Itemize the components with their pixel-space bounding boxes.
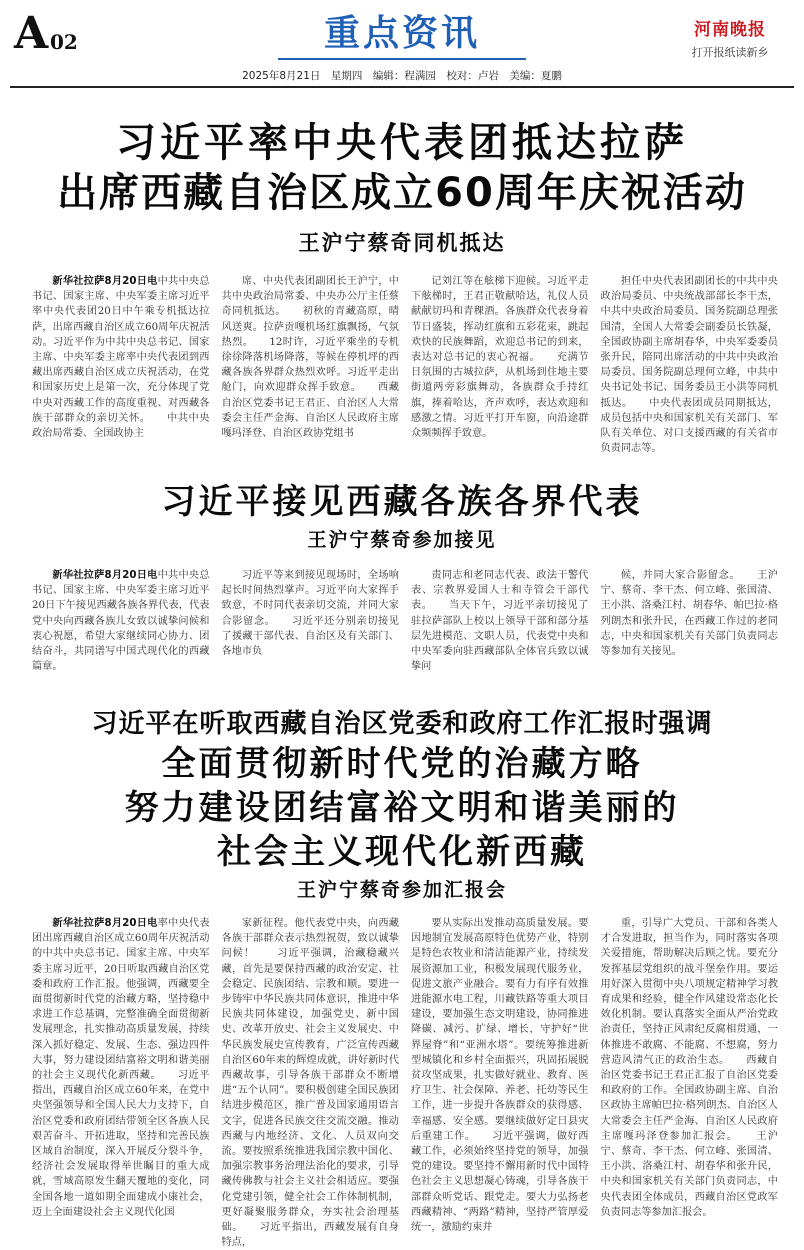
article1-column bbox=[600, 274, 779, 455]
article3-headline-line1: 习近平在听取西藏自治区党委和政府工作汇报时强调 bbox=[91, 709, 713, 739]
article3-col1-text: 率中央代表团出席西藏自治区成立60周年庆祝活动的中共中央总书记、国家主席、中央军委主席习近平，20日听取西藏自治区党委和政府工作汇报。他强调，西藏要全面贯彻新时代党的治藏方略，坚持稳中求进工作总基调，完整准确全面贯彻新发展理念，扎实推动高质量发展，持续深入抓好稳定、发展、生态、强边四件大事，努力建设团结富裕文明和谐美丽的社会主义现代化新西藏。 习近平指出，西藏自治区成立60年来，在党中央坚强领导和全国人民大力支持下，自治区党委和政府团结带领全区各族人民艰苦奋斗、开拓进取，坚持和完善民族区域自治制度，深入开展反分裂斗争，经济社会发展取得举世瞩目的重大成就，雪域高原发生翻天覆地的变化，同全国各地一道如期全面建成小康社会，迈上全面建设社会主义现代化国 bbox=[32, 918, 210, 1218]
article2-column bbox=[601, 568, 779, 656]
article2-subhead: 王沪宁蔡奇参加接见 bbox=[307, 529, 497, 551]
article3-headline-line4: 社会主义现代化新西藏 bbox=[217, 832, 587, 872]
article2-col4-text: 候，并同大家合影留念。 王沪宁、蔡奇、李干杰、何立峰、张国清、王小洪、洛桑江村、胡春华、帕巴拉·格列朗杰和张升民，在西藏工作过的老同志，中央和国家机关有关部门负责同志等参加有关接见。 bbox=[600, 570, 778, 658]
article1-col4-text: 担任中央代表团副团长的中共中央政治局委员、中央统战部部长李干杰，中共中央政治局委员、国务院副总理张国清，全国人大常委会副委员长铁凝，全国政协副主席胡春华，中央军委委员张升民，陪同出席活动的中共中央政治局委员、国务院副总理何立峰，中共中央书记处书记、国务委员王小洪等同机抵达。 中央代表团成员同期抵达，成员包括中央和国家机关有关部门、军队有关单位、对口支援西藏的有关省市负责同志等。 bbox=[600, 276, 778, 455]
page-number: 02 bbox=[50, 30, 78, 54]
article2-col3-text: 责同志和老同志代表、政法干警代表、宗教界爱国人士和寺管会干部代表。 当天下午，习近平亲切接见了驻拉萨部队上校以上领导干部和部分基层先进模范、文职人员，代表党中央和中央军委向驻西藏部队全体官兵致以诚挚问 bbox=[411, 570, 589, 673]
article2-col2-text: 习近平等来到接见现场时，全场响起长时间热烈掌声。习近平向大家挥手致意，不时同代表亲切交流，并同大家合影留念。 习近平还分别亲切接见了援藏干部代表、自治区及有关部门、各地市负 bbox=[221, 570, 399, 658]
article1-column bbox=[221, 274, 400, 440]
article1-headline-line1: 习近平率中央代表团抵达拉萨 bbox=[116, 120, 688, 166]
article2-col1-text: 中共中央总书记、国家主席、中央军委主席习近平20日下午接见西藏各族各界代表，代表党中央向西藏各族儿女致以诚挚问候和衷心祝愿，希望大家继续同心协力、团结奋斗，共同谱写中国式现代化的西藏篇章。 bbox=[32, 570, 210, 673]
article2-headline: 习近平接见西藏各族各界代表 bbox=[161, 482, 643, 522]
article3-col2-text: 家新征程。他代表党中央，向西藏各族干部群众表示热烈祝贺，致以诚挚问候！ 习近平强调，治藏稳藏兴藏，首先是要保持西藏的政治安定、社会稳定、民族团结、宗教和顺。要进一步铸牢中华民族共同体意识，推进中华民族共同体建设，加强党史、新中国史、改革开放史、社会主义发展史、中华民族发展史宣传教育，广泛宣传西藏自治区60年来的辉煌成就，讲好新时代西藏故事，引导各族干部群众不断增进“五个认同”。要积极创建全国民族团结进步模范区，推广普及国家通用语言文字，促进各民族交往交流交融。推动西藏与内地经济、文化、人员双向交流。要按照系统推进我国宗教中国化、加强宗教事务治理法治化的要求，引导藏传佛教与社会主义社会相适应。要强化党建引领，健全社会工作体制机制，更好凝聚服务群众，夯实社会治理基础。 习近平指出，西藏发展有自身特点， bbox=[221, 918, 399, 1249]
article1-dateline: 新华社拉萨8月20日电 bbox=[52, 276, 158, 287]
article1-subhead: 王沪宁蔡奇同机抵达 bbox=[298, 231, 506, 255]
article1-col1-text: 中共中央总书记、国家主席、中央军委主席习近平率中央代表团20日中午乘专机抵达拉萨，出席西藏自治区成立60周年庆祝活动。习近平作为中共中央总书记、国家主席、中央军委主席率中央代表团到西藏出席西藏自治区成立庆祝活动，在党和国家历史上是第一次，充分体现了党中央对西藏工作的高度重视、对西藏各族干部群众的亲切关怀。 中共中央政治局常委、全国政协主 bbox=[32, 276, 210, 440]
article1-headline-line2: 出席西藏自治区成立60周年庆祝活动 bbox=[57, 170, 747, 216]
article1-column bbox=[411, 274, 589, 440]
masthead bbox=[0, 0, 804, 88]
article1-col2-text: 席、中央代表团副团长王沪宁，中共中央政治局常委、中央办公厅主任蔡奇同机抵达。 初秋的青藏高原，晴风送爽。拉萨贡嘎机场红旗飘扬，气氛热烈。 12时许，习近平乘坐的专机徐徐降落机场降落，等候在停机坪的西藏各族各界群众热烈欢呼。习近平走出舱门，向欢迎群众挥手致意。 西藏自治区党委书记王君正、自治区人大常委会主任严金海、自治区人民政府主席嘎玛泽登、自治区政协党组书 bbox=[221, 276, 399, 440]
article3-column bbox=[411, 916, 589, 1234]
article2-body bbox=[32, 568, 778, 673]
article3-column bbox=[32, 916, 210, 1218]
article1-column bbox=[32, 274, 210, 440]
article3-body bbox=[32, 916, 778, 1249]
article3-dateline: 新华社拉萨8月20日电 bbox=[52, 918, 158, 929]
article3-column bbox=[600, 916, 779, 1218]
section-underline bbox=[278, 58, 526, 60]
article2-column bbox=[411, 568, 589, 673]
article1-col3-text: 记刘江等在舷梯下迎候。习近平走下舷梯时，王君正敬献哈达，礼仪人员献献切玛和青稞酒。各族群众代表身着节日盛装，挥动红旗和五彩花束，跳起欢快的民族舞蹈，欢迎总书记的到来，表达对总书记的衷心祝福。 充满节日氛围的古城拉萨，从机场到住地主要街道两旁彩旗舞动，各族群众手持红旗，捧着哈达，齐声欢呼，表达欢迎和感激之情。习近平打开车窗，向沿途群众频频挥手致意。 bbox=[411, 276, 589, 440]
section-title: 重点资讯 bbox=[323, 13, 480, 54]
article2-dateline: 新华社拉萨8月20日电 bbox=[52, 570, 158, 581]
article3-column bbox=[221, 916, 400, 1249]
article3-headline-line2: 全面贯彻新时代党的治藏方略 bbox=[161, 744, 643, 784]
masthead-divider bbox=[10, 86, 794, 88]
article3-subhead: 王沪宁蔡奇参加汇报会 bbox=[296, 879, 507, 901]
article1-body bbox=[32, 274, 778, 455]
article3-col4-text: 重，引导广大党员、干部和各类人才合发进取，担当作为，同时落实各项关爱措施，帮助解决后顾之忧。要充分发挥基层党组织的战斗堡垒作用。要运用好深入贯彻中央八项规定精神学习教育成果和经验，健全作风建设常态化长效化机制。要认真落实全面从严治党政治责任，坚持正风肃纪反腐相贯通，一体推进不敢腐、不能腐、不想腐，努力营造风清气正的政治生态。 西藏自治区党委书记王君正汇报了自治区党委和政府的工作。全国政协副主席、自治区政协主席帕巴拉·格列朗杰、自治区人大常委会主任严金海、自治区人民政府主席嘎玛泽登参加汇报会。 王沪宁、蔡奇、李干杰、何立峰、张国清、王小洪、洛桑江村、胡春华和张升民，中央和国家机关有关部门负责同志，中央代表团全体成员，西藏自治区党政军负责同志等参加汇报会。 bbox=[600, 918, 778, 1218]
edition-meta: 2025年8月21日 星期四 编辑：程满园 校对：卢岩 美编：夏鹏 bbox=[242, 70, 562, 82]
article2-column bbox=[32, 568, 210, 673]
article3-headline-line3: 努力建设团结富裕文明和谐美丽的 bbox=[124, 788, 680, 828]
article2-column bbox=[222, 568, 400, 656]
newspaper-logo: 河南晚报 bbox=[694, 20, 766, 40]
article3-col3-text: 要从实际出发推动高质量发展。要因地制宜发展高原特色优势产业，特别是特色农牧业和清洁能源产业，持续发展资源加工业，积极发展现代服务业，促进文旅产业融合。要有力有序有效推进能源水电工程，川藏铁路等重大项目建设，要加强生态文明建设，协同推进降碳、减污、扩绿、增长，守护好“世界屋脊”和“亚洲水塔”。要统筹推进新型城镇化和乡村全面振兴，巩固拓展脱贫攻坚成果，扎实做好就业、教育、医疗卫生、社会保障、养老、托幼等民生工作，进一步提升各族群众的获得感、幸福感、安全感。要继续做好定日县灾后重建工作。 习近平强调，做好西藏工作，必须始终坚持党的领导，加强党的建设。要坚持不懈用新时代中国特色社会主义思想凝心铸魂，引导各族干部群众听党话、跟党走。要大力弘扬老西藏精神、“两路”精神，坚持严管厚爱统一，激励约束并 bbox=[411, 918, 589, 1234]
newspaper-slogan: 打开报纸读新乡 bbox=[691, 46, 769, 59]
page-letter: A bbox=[14, 8, 49, 59]
